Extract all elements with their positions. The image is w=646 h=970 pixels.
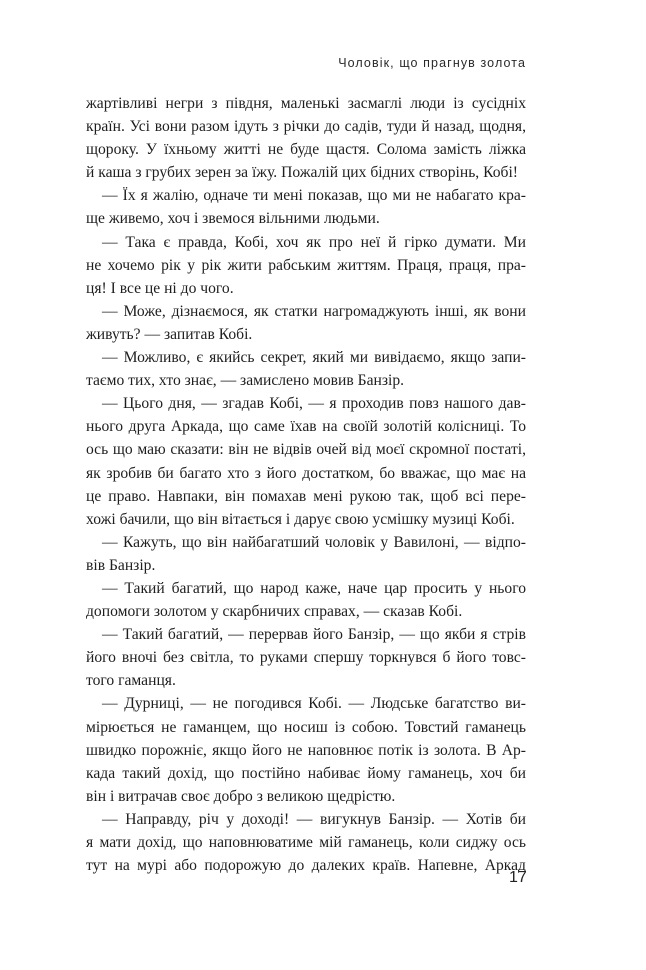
text-line: ще живемо, хоч і звемося вільними людьми. [86, 210, 380, 228]
text-line: — Такий багатий, що народ каже, наче цар просить у нього [102, 579, 526, 597]
text-line: країн. Усі вони разом ідуть з річки до садів, туди й назад, щодня, [86, 118, 526, 136]
text-line: не хочемо рік у рік жити рабським життям. Праця, праця, пра- [86, 256, 526, 274]
text-line: — Цього дня, — згадав Кобі, — я проходив повз нашого дав- [102, 395, 526, 413]
text-line: тут на мурі або подорожую до далеких країв. Напевне, Аркад [86, 857, 526, 875]
text-line: допомоги золотом у скарбничих справах, — сказав Кобі. [86, 603, 463, 621]
text-line: його вночі без світла, то руками спершу торкнувся б його товс- [86, 649, 526, 667]
text-line: того гаманця. [86, 672, 176, 690]
text-line: када такий дохід, що постійно набиває йому гаманець, хоч би [86, 764, 526, 782]
body-text [86, 92, 526, 877]
text-line: — Їх я жалію, одначе ти мені показав, що ми не набагато кра- [102, 187, 526, 205]
text-line: — Кажуть, що він найбагатший чоловік у Вавилоні, — відпо- [102, 533, 526, 551]
text-line: — Можливо, є якийсь секрет, який ми вивідаємо, якщо запи- [102, 349, 526, 367]
text-line: він і витрачав своє добро з великою щедрістю. [86, 787, 396, 805]
text-line: — Направду, річ у доході! — вигукнув Банзір. — Хотів би [102, 810, 526, 828]
text-line: ось що маю сказати: він не відвів очей від моєї скромної постаті, [86, 441, 526, 459]
text-line: мірюється не гаманцем, що носиш із собою. Товстий гаманець [86, 718, 526, 736]
text-line: це право. Навпаки, він помахав мені рукою так, щоб всі пере- [86, 487, 526, 505]
text-line: вів Банзір. [86, 556, 156, 574]
page-number: 17 [509, 869, 527, 886]
text-line: ця! І все це ні до чого. [86, 279, 234, 297]
running-header: Чоловік, що прагнув золота [338, 56, 526, 70]
text-line: хожі бачили, що він вітається і дарує свою усмішку музиці Кобі. [86, 510, 515, 528]
text-line: — Може, дізнаємося, як статки нагромаджують інші, як вони [102, 302, 526, 320]
text-line: живуть? — запитав Кобі. [86, 325, 253, 343]
text-line: й каша з грубих зерен за їжу. Пожалій цих бідних створінь, Кобі! [86, 164, 518, 182]
text-line: швидко порожніє, якщо його не наповнює потік із золота. В Ар- [86, 741, 526, 759]
text-line: щороку. У їхньому житті не буде щастя. Солома замість ліжка [86, 141, 526, 159]
text-line: я мати дохід, що наповнюватиме мій гаманець, коли сиджу ось [86, 834, 526, 851]
text-line: — Така є правда, Кобі, хоч як про неї й гірко думати. Ми [102, 233, 526, 251]
text-line: як зробив би багато хто з його достатком, бо вважає, що має на [86, 464, 526, 482]
text-line: — Такий багатий, — перервав його Банзір, — що якби я стрів [102, 626, 526, 644]
text-line: таємо тих, хто знає, — замислено мовив Банзір. [86, 372, 405, 390]
text-line: жартівливі негри з півдня, маленькі засмаглі люди із сусідніх [86, 95, 526, 112]
text-line: — Дурниці, — не погодився Кобі. — Людське багатство ви- [102, 695, 526, 713]
text-line: нього друга Аркада, що саме їхав на своїй золотій колісниці. То [86, 418, 526, 436]
